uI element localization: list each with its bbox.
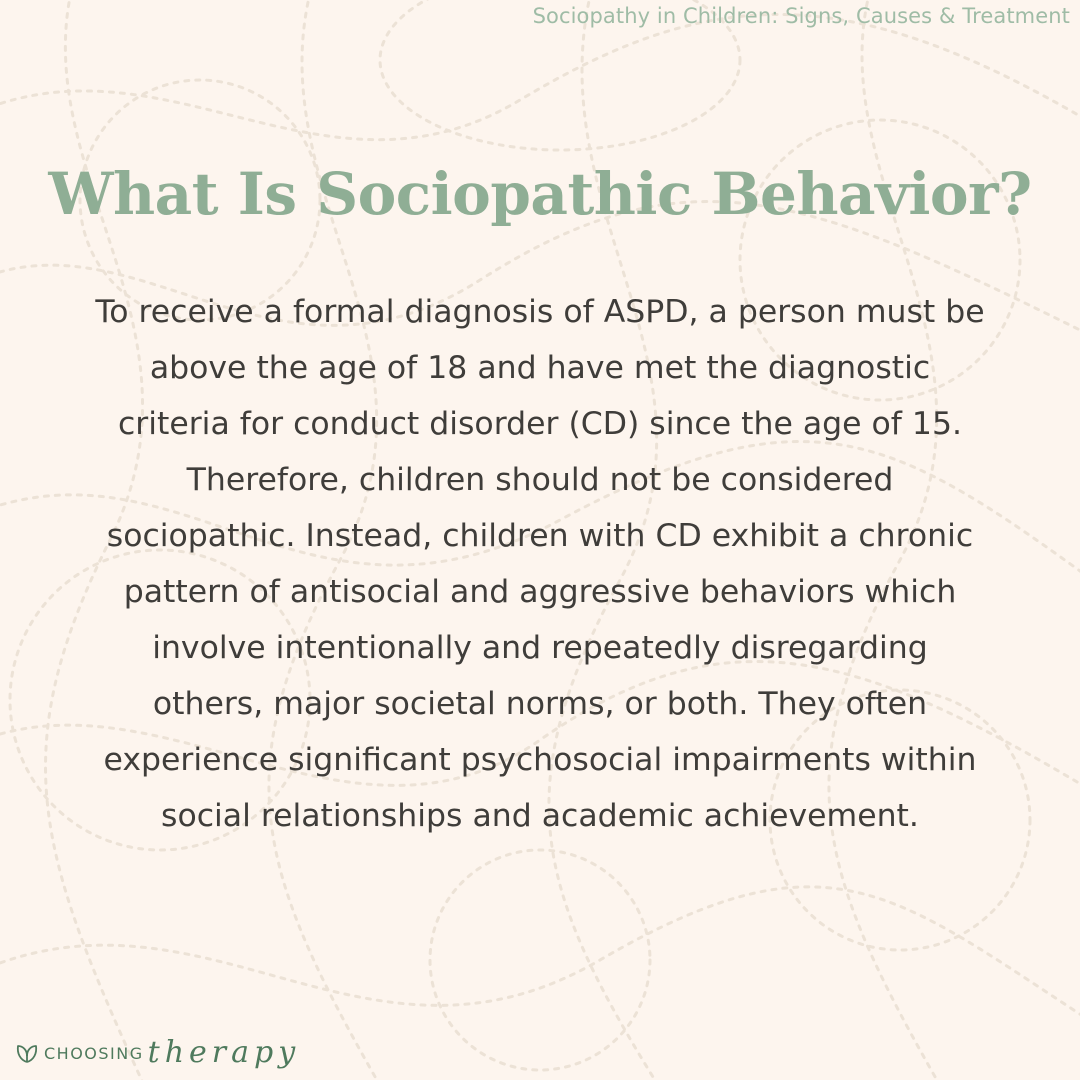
logo-word-choosing: CHOOSING [44, 1043, 144, 1063]
header-caption: Sociopathy in Children: Signs, Causes & Treatment [532, 4, 1070, 28]
leaf-icon [14, 1040, 40, 1066]
choosing-therapy-logo [14, 1036, 300, 1070]
body-paragraph: To receive a formal diagnosis of ASPD, a person must be above the age of 18 and have met the diagnostic criteria for conduct disorder (CD) since the age of 15. Therefore, children should not be considered sociopathic. Instead, children with CD exhibit a chronic pattern of antisocial and aggressive behaviors which involve intentionally and repeatedly disregarding others, major societal norms, or both. They often experience significant psychosocial impairments within social relationships and academic achievement. [95, 294, 985, 834]
page-title: What Is Sociopathic Behavior? [48, 160, 1032, 228]
logo-word-therapy: therapy [147, 1035, 301, 1070]
